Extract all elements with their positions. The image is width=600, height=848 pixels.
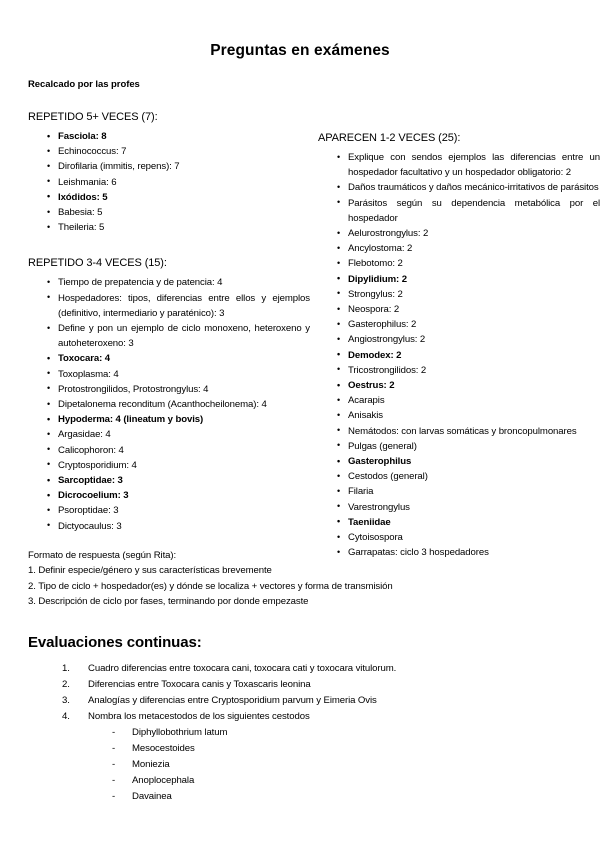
list-item: • Explique con sendos ejemplos las diferencias entre un hospedador facultativo y un hospedador obligatorio: 2 — [318, 150, 600, 180]
evaluaciones-item-number: 1. — [62, 662, 70, 674]
cestodo-item: - Moniezia — [28, 757, 572, 773]
right-column — [318, 132, 600, 560]
list-item: • Filaria — [318, 484, 600, 499]
list-item: • Oestrus: 2 — [318, 378, 600, 393]
left-column — [28, 111, 310, 534]
section-heading-repetido-3-4: REPETIDO 3-4 VECES (15): — [28, 257, 167, 270]
evaluaciones-item-number: 2. — [62, 678, 70, 690]
list-item: • Tricostrongilidos: 2 — [318, 363, 600, 378]
list-item: • Hospedadores: tipos, diferencias entre ellos y ejemplos (definitivo, intermediario y paraténico): 3 — [28, 291, 310, 321]
formato-line: 2. Tipo de ciclo + hospedador(es) y dónde se localiza + vectores y forma de transmisión — [28, 580, 393, 592]
list-item: • Theileria: 5 — [28, 220, 310, 235]
list-item: • Babesia: 5 — [28, 205, 310, 220]
list-item: • Tiempo de prepatencia y de patencia: 4 — [28, 275, 310, 290]
list-item: • Echinococcus: 7 — [28, 144, 310, 159]
section-heading-aparecen-1-2: APARECEN 1-2 VECES (25): — [318, 132, 461, 144]
list-item: • Dirofilaria (immitis, repens): 7 — [28, 159, 310, 174]
list-item: • Cestodos (general) — [318, 469, 600, 484]
evaluaciones-item-label: Cuadro diferencias entre toxocara cani, toxocara cati y toxocara vitulorum. — [88, 662, 397, 674]
list-item: • Fasciola: 8 — [28, 129, 310, 144]
list-item: • Define y pon un ejemplo de ciclo monoxeno, heteroxeno y autoheteroxeno: 3 — [28, 321, 310, 351]
cestodo-item: - Davainea — [28, 789, 572, 805]
page-title: Preguntas en exámenes — [210, 42, 390, 59]
list-item: • Strongylus: 2 — [318, 287, 600, 302]
evaluaciones-item-label: Nombra los metacestodos de los siguientes cestodos — [88, 710, 310, 722]
list-repetido-3-4 — [28, 275, 310, 533]
list-item: • Dipetalonema reconditum (Acanthocheilonema): 4 — [28, 397, 310, 412]
list-item: • Dictyocaulus: 3 — [28, 519, 310, 534]
list-item: • Aelurostrongylus: 2 — [318, 226, 600, 241]
formato-line: 3. Descripción de ciclo por fases, terminando por donde empezaste — [28, 596, 309, 608]
list-item: • Psoroptidae: 3 — [28, 503, 310, 518]
list-item: • Varestrongylus — [318, 500, 600, 515]
formato-line: 1. Definir especie/género y sus características brevemente — [28, 565, 272, 577]
list-item: • Anisakis — [318, 408, 600, 423]
list-item: • Ancylostoma: 2 — [318, 241, 600, 256]
list-item: • Protostrongilidos, Protostrongylus: 4 — [28, 382, 310, 397]
section-heading-repetido-5: REPETIDO 5+ VECES (7): — [28, 111, 158, 123]
formato-lines — [28, 563, 572, 609]
list-item: • Garrapatas: ciclo 3 hospedadores — [318, 545, 600, 560]
list-item: • Pulgas (general) — [318, 439, 600, 454]
evaluaciones-item — [28, 677, 572, 693]
list-item: • Taeniidae — [318, 515, 600, 530]
list-repetido-5 — [28, 129, 310, 235]
list-item: • Dicrocoelium: 3 — [28, 488, 310, 503]
evaluaciones-item-number: 4. — [62, 710, 70, 722]
evaluaciones-item — [28, 693, 572, 709]
list-item: • Hypoderma: 4 (lineatum y bovis) — [28, 412, 310, 427]
list-item: • Acarapis — [318, 393, 600, 408]
list-item: • Cytoisospora — [318, 530, 600, 545]
evaluaciones-item — [28, 709, 572, 725]
list-item: • Leishmania: 6 — [28, 175, 310, 190]
evaluaciones-item-number: 3. — [62, 694, 70, 706]
list-item: • Toxoplasma: 4 — [28, 367, 310, 382]
list-item: • Demodex: 2 — [318, 348, 600, 363]
cestodos-sublist — [28, 725, 572, 805]
list-item: • Parásitos según su dependencia metabólica por el hospedador — [318, 196, 600, 226]
list-item: • Sarcoptidae: 3 — [28, 473, 310, 488]
list-item: • Daños traumáticos y daños mecánico-irritativos de parásitos — [318, 180, 600, 195]
cestodo-item: - Anoplocephala — [28, 773, 572, 789]
list-item: • Dipylidium: 2 — [318, 272, 600, 287]
cestodo-item: - Mesocestoides — [28, 741, 572, 757]
list-item: • Nemátodos: con larvas somáticas y broncopulmonares — [318, 424, 600, 439]
list-item: • Gasterophilus — [318, 454, 600, 469]
document-subtitle: Recalcado por las profes — [28, 79, 140, 90]
evaluaciones-title: Evaluaciones continuas: — [28, 633, 202, 651]
evaluaciones-item-label: Diferencias entre Toxocara canis y Toxascaris leonina — [88, 678, 311, 690]
spacer — [28, 235, 310, 257]
list-item: • Toxocara: 4 — [28, 351, 310, 366]
list-item: • Cryptosporidium: 4 — [28, 458, 310, 473]
list-item: • Neospora: 2 — [318, 302, 600, 317]
list-item: • Gasterophilus: 2 — [318, 317, 600, 332]
cestodo-item: - Diphyllobothrium latum — [28, 725, 572, 741]
list-item: • Calicophoron: 4 — [28, 443, 310, 458]
evaluaciones-item — [28, 661, 572, 677]
list-item: • Argasidae: 4 — [28, 427, 310, 442]
formato-heading: Formato de respuesta (según Rita): — [28, 549, 177, 561]
list-aparecen-1-2 — [318, 150, 600, 560]
list-item: • Angiostrongylus: 2 — [318, 332, 600, 347]
list-item: • Ixódidos: 5 — [28, 190, 310, 205]
evaluaciones-list — [28, 661, 572, 725]
evaluaciones-item-label: Analogías y diferencias entre Cryptosporidium parvum y Eimeria Ovis — [88, 694, 377, 706]
list-item: • Flebotomo: 2 — [318, 256, 600, 271]
